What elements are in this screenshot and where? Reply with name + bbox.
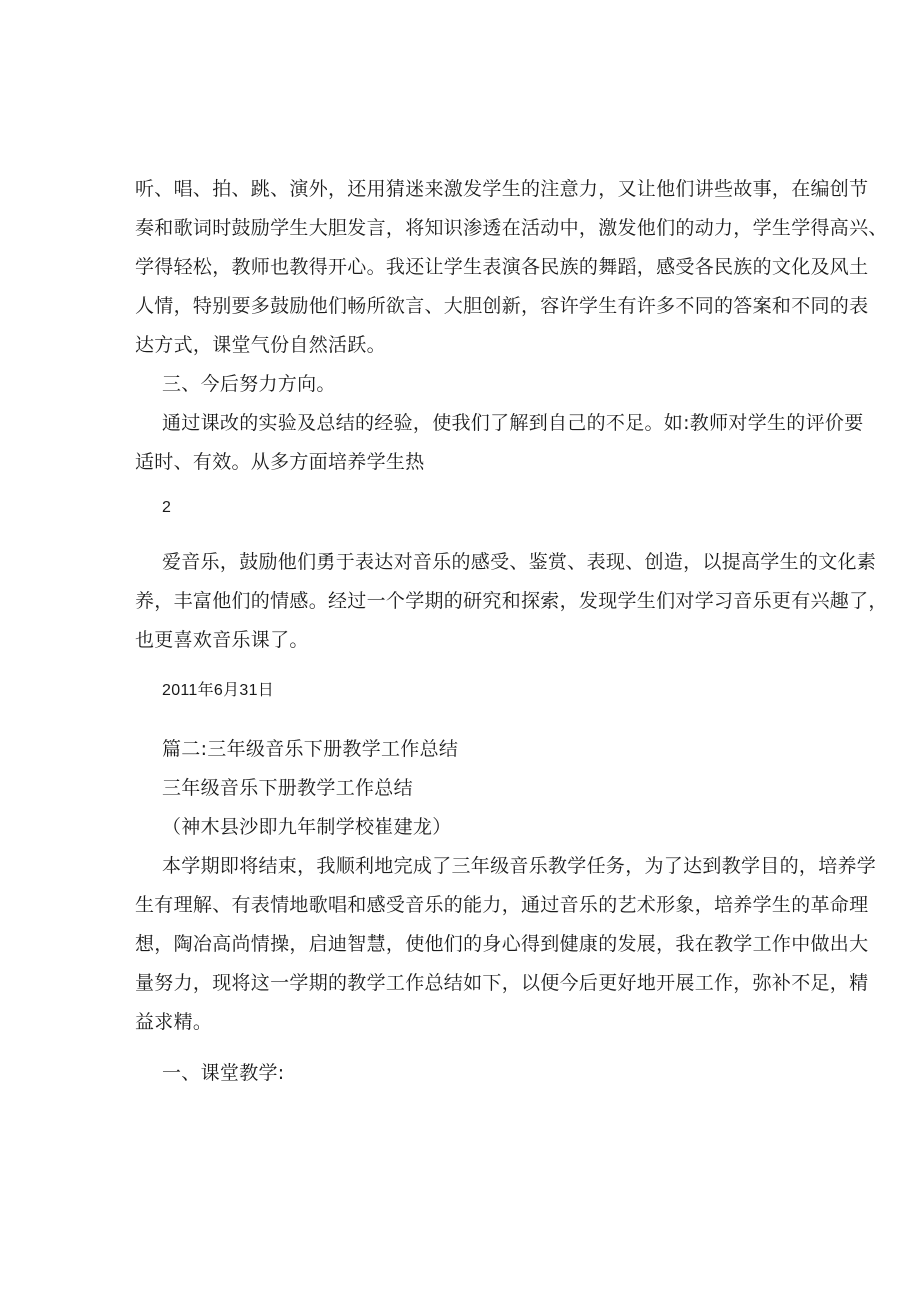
section-heading-1: 一、课堂教学: — [162, 1062, 285, 1084]
paragraph-line: 人情，特别要多鼓励他们畅所欲言、大胆创新，容许学生有许多不同的答案和不同的表 — [135, 295, 869, 317]
author-line: （神木县沙即九年制学校崔建龙） — [162, 816, 452, 838]
paragraph-line: 量努力，现将这一学期的教学工作总结如下，以便今后更好地开展工作，弥补不足，精 — [135, 972, 869, 994]
paragraph-line: 想，陶冶高尚情操，启迪智慧，使他们的身心得到健康的发展，我在教学工作中做出大 — [135, 933, 869, 955]
paragraph-line: 听、唱、拍、跳、演外，还用猜迷来激发学生的注意力，又让他们讲些故事，在编创节 — [135, 178, 869, 200]
paragraph-line: 通过课改的实验及总结的经验，使我们了解到自己的不足。如:教师对学生的评价要 — [162, 412, 864, 434]
page-number: 2 — [162, 499, 172, 516]
paragraph-line: 学得轻松，教师也教得开心。我还让学生表演各民族的舞蹈，感受各民族的文化及风土 — [135, 256, 869, 278]
paragraph-line: 本学期即将结束，我顺利地完成了三年级音乐教学任务，为了达到教学目的，培养学 — [162, 855, 877, 877]
paragraph-line: 适时、有效。从多方面培养学生热 — [135, 451, 425, 473]
date: 2011年6月31日 — [162, 682, 275, 699]
part-title: 篇二:三年级音乐下册教学工作总结 — [162, 738, 459, 760]
paragraph-line: 生有理解、有表情地歌唱和感受音乐的能力，通过音乐的艺术形象，培养学生的革命理 — [135, 894, 869, 916]
paragraph-line: 爱音乐，鼓励他们勇于表达对音乐的感受、鉴赏、表现、创造，以提高学生的文化素 — [162, 551, 877, 573]
paragraph-line: 奏和歌词时鼓励学生大胆发言，将知识渗透在活动中，激发他们的动力，学生学得高兴、 — [135, 217, 888, 239]
paragraph-line: 养，丰富他们的情感。经过一个学期的研究和探索，发现学生们对学习音乐更有兴趣了， — [135, 590, 888, 612]
paragraph-line: 也更喜欢音乐课了。 — [135, 629, 309, 651]
paragraph-line: 达方式，课堂气份自然活跃。 — [135, 334, 386, 356]
doc-title: 三年级音乐下册教学工作总结 — [162, 777, 413, 799]
section-heading-3: 三、今后努力方向。 — [162, 373, 336, 395]
paragraph-line: 益求精。 — [135, 1011, 213, 1033]
